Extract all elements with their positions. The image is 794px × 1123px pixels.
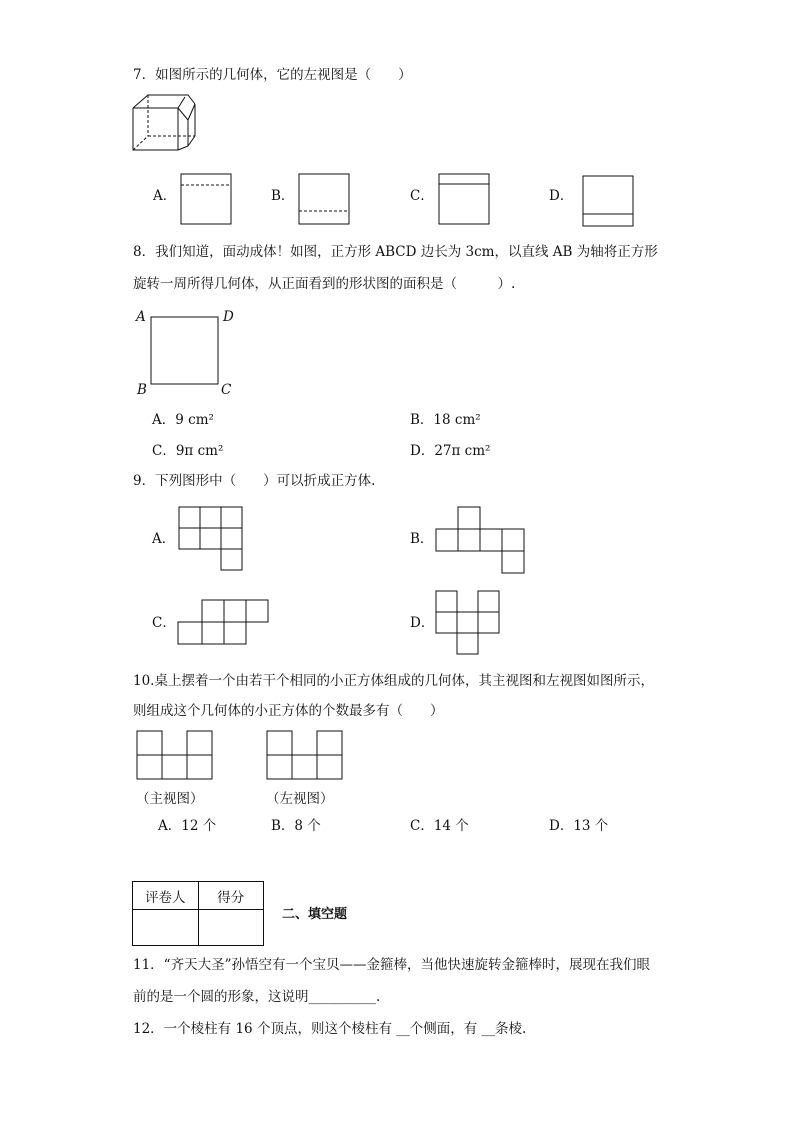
- q10-stem-line1: 10.桌上摆着一个由若干个相同的小正方体组成的几何体，其主视图和左视图如图所示，: [133, 673, 654, 689]
- q8-option-b[interactable]: B．18 cm²: [410, 412, 481, 428]
- q8-stem-line1: 8．我们知道，面动成体！如图，正方形 ABCD 边长为 3cm，以直线 AB 为轴将正方形: [133, 244, 658, 260]
- q9-net-c: [178, 600, 270, 646]
- q7-option-b-figure: [298, 173, 352, 227]
- q7-option-c-figure: [438, 173, 492, 227]
- q9-net-d: [436, 591, 504, 657]
- q8-square-abcd: [151, 317, 221, 387]
- q9-option-b[interactable]: B．: [410, 531, 434, 547]
- q10-option-c[interactable]: C．14 个: [410, 818, 469, 834]
- q12-text: 12．一个棱柱有 16 个顶点，则这个棱柱有 __个侧面，有 __条棱.: [133, 1021, 527, 1037]
- q7-option-a[interactable]: A．: [153, 188, 177, 204]
- q10-option-d[interactable]: D．13 个: [549, 818, 609, 834]
- q8-label-a: A: [136, 309, 146, 325]
- q7-solid-figure: [130, 92, 200, 154]
- q9-option-a[interactable]: A．: [152, 531, 176, 547]
- grader-label: 评卷人: [133, 882, 199, 910]
- section-title: 二、填空题: [282, 907, 348, 922]
- q9-stem: 9．下列图形中（ ）可以折成正方体.: [133, 473, 376, 489]
- q10-caption-left: （左视图）: [266, 791, 334, 807]
- q7-stem: 7．如图所示的几何体，它的左视图是（ ）: [133, 67, 412, 83]
- q7-option-c[interactable]: C．: [410, 188, 434, 204]
- q7-option-b[interactable]: B．: [271, 188, 295, 204]
- score-label: 得分: [198, 882, 264, 910]
- q10-stem-line2: 则组成这个几何体的小正方体的个数最多有（ ）: [133, 703, 444, 719]
- q7-option-d[interactable]: D．: [549, 188, 574, 204]
- score-cell[interactable]: [198, 910, 264, 946]
- q8-option-a[interactable]: A．9 cm²: [152, 412, 214, 428]
- q8-label-c: C: [221, 382, 232, 398]
- q8-stem-line2: 旋转一周所得几何体，从正面看到的形状图的面积是（ ）.: [133, 276, 516, 292]
- q8-label-d: D: [223, 309, 234, 325]
- q10-option-a[interactable]: A．12 个: [158, 818, 217, 834]
- q8-option-d[interactable]: D．27π cm²: [410, 443, 491, 459]
- q8-label-b: B: [137, 382, 147, 398]
- q10-option-b[interactable]: B．8 个: [271, 818, 321, 834]
- q9-option-c[interactable]: C．: [152, 615, 176, 631]
- q10-caption-front: （主视图）: [136, 791, 204, 807]
- q10-left-view: [267, 731, 345, 783]
- q9-net-a: [179, 507, 245, 573]
- q11-line2: 前的是一个圆的形象，这说明__________.: [133, 989, 381, 1005]
- grader-score-table: [132, 881, 264, 945]
- q8-option-c[interactable]: C．9π cm²: [152, 443, 224, 459]
- q9-net-b: [436, 507, 528, 575]
- q7-option-a-figure: [180, 173, 234, 225]
- q9-option-d[interactable]: D．: [410, 615, 435, 631]
- q10-front-view: [137, 731, 215, 783]
- grader-cell[interactable]: [133, 910, 199, 946]
- q7-option-d-figure: [582, 175, 636, 229]
- q11-line1: 11．“齐天大圣”孙悟空有一个宝贝——金箍棒，当他快速旋转金箍棒时，展现在我们眼: [133, 957, 650, 973]
